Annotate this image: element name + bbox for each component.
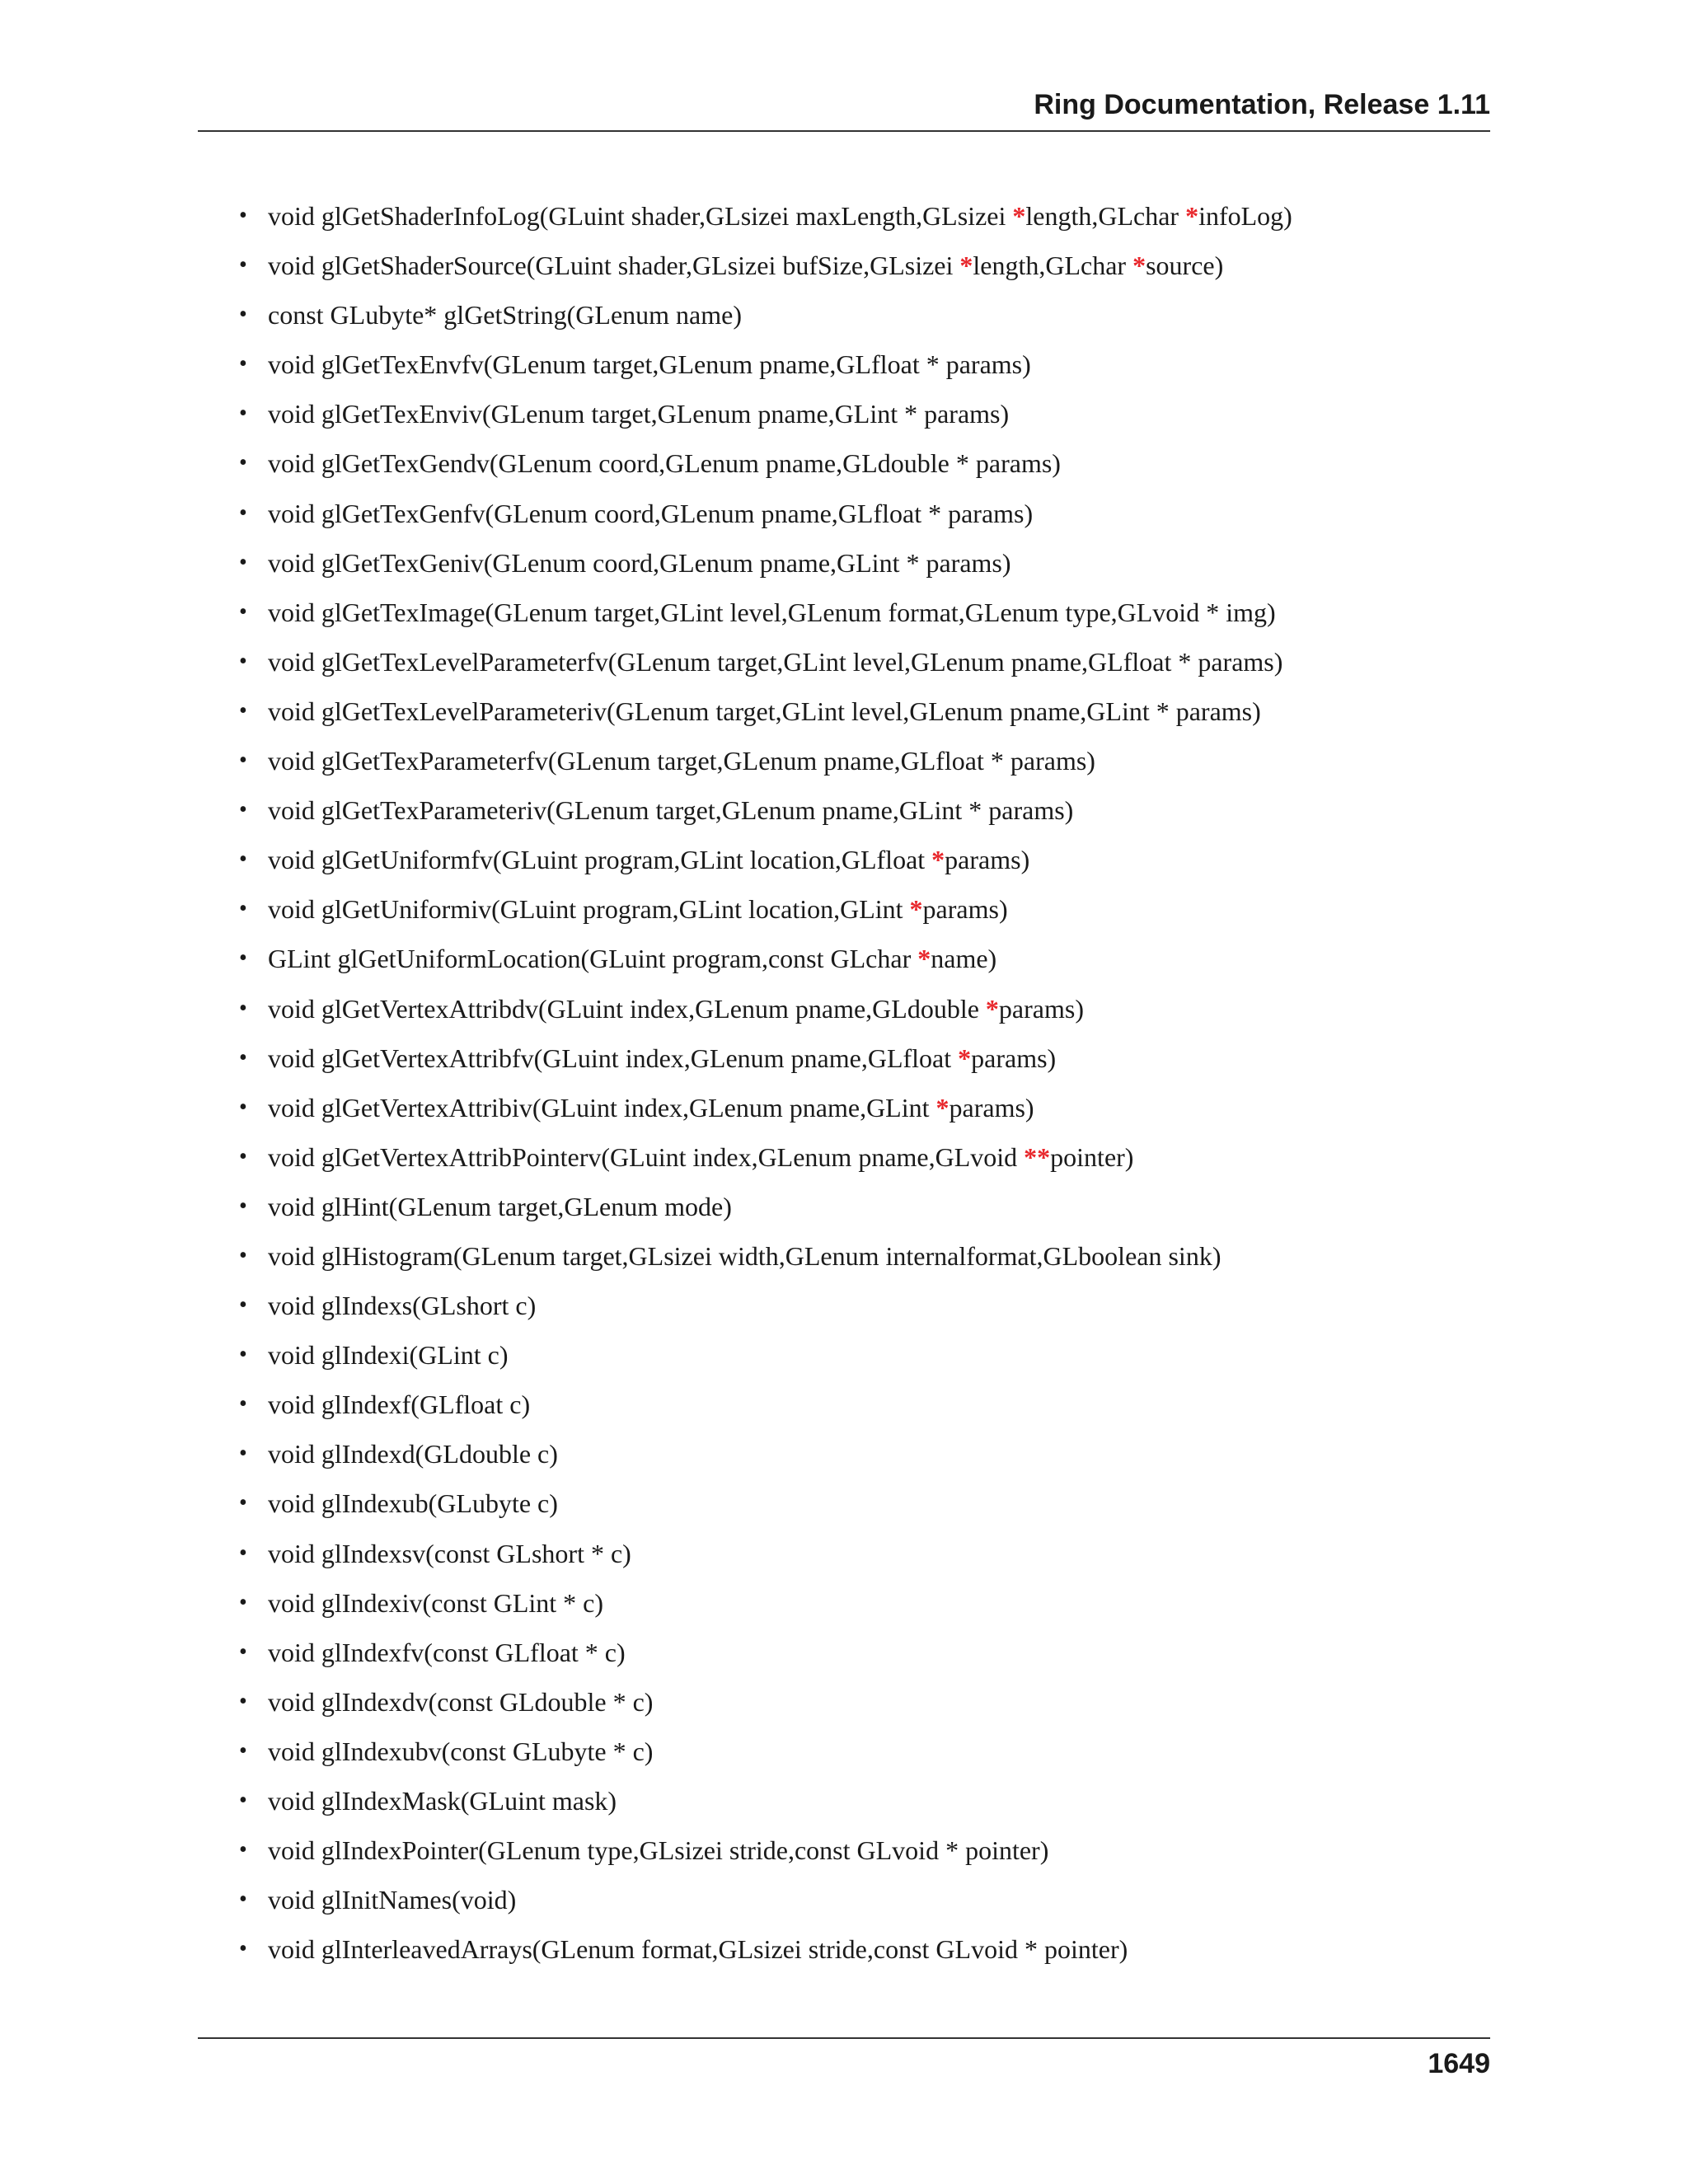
pointer-star: * — [935, 1092, 950, 1122]
list-item — [239, 1933, 1490, 1982]
function-signature — [268, 1786, 617, 1816]
page-footer — [198, 2037, 1490, 2088]
signature-text: void glGetVertexAttribfv(GLuint index,GLenum pname,GLfloat — [268, 1043, 959, 1073]
bullet-icon: • — [239, 1292, 247, 1319]
function-signature — [268, 994, 1084, 1024]
signature-text: length,GLchar — [973, 251, 1133, 281]
function-signature — [268, 1885, 516, 1915]
bullet-icon: • — [239, 549, 247, 575]
function-signature — [268, 548, 1011, 578]
list-item — [239, 744, 1490, 794]
signature-text: infoLog) — [1198, 201, 1292, 231]
signature-text: void glGetVertexAttribdv(GLuint index,GLenum pname,GLdouble — [268, 993, 986, 1024]
list-item — [239, 1190, 1490, 1240]
signature-text: void glGetTexGeniv(GLenum coord,GLenum pname,GLint * params) — [268, 547, 1011, 578]
list-item — [239, 794, 1490, 843]
function-signature — [268, 1638, 626, 1667]
signature-text: void glGetTexEnviv(GLenum target,GLenum pname,GLint * params) — [268, 399, 1010, 429]
bullet-icon: • — [239, 1837, 247, 1863]
bullet-icon: • — [239, 1788, 247, 1813]
page-header — [198, 89, 1490, 132]
function-signature — [268, 1043, 1056, 1073]
bullet-icon: • — [239, 499, 247, 526]
signature-text: void glInterleavedArrays(GLenum format,GLsizei stride,const GLvoid * pointer) — [268, 1934, 1128, 1965]
function-signature — [268, 845, 1029, 874]
function-signature — [268, 251, 1223, 280]
document-title: Ring Documentation, Release 1.11 — [1034, 89, 1490, 120]
list-item — [239, 893, 1490, 942]
signature-text: void glIndexdv(const GLdouble * c) — [268, 1686, 654, 1717]
signature-text: void glIndexPointer(GLenum type,GLsizei stride,const GLvoid * pointer) — [268, 1835, 1049, 1866]
bullet-icon: • — [239, 1441, 247, 1467]
bullet-icon: • — [239, 351, 247, 377]
bullet-icon: • — [239, 252, 247, 279]
pointer-star: * — [958, 1043, 972, 1073]
function-signature — [268, 1934, 1128, 1964]
list-item — [239, 1883, 1490, 1933]
signature-text: void glIndexMask(GLuint mask) — [268, 1786, 617, 1816]
list-item — [239, 1042, 1490, 1091]
list-item — [239, 1388, 1490, 1437]
signature-text: params) — [998, 993, 1084, 1024]
pointer-star: * — [959, 251, 973, 281]
list-item — [239, 348, 1490, 397]
pointer-star: * — [931, 845, 945, 875]
signature-text: void glGetTexEnvfv(GLenum target,GLenum pname,GLfloat * params) — [268, 349, 1031, 380]
signature-text: void glHint(GLenum target,GLenum mode) — [268, 1191, 732, 1221]
list-item — [239, 199, 1490, 249]
pointer-star: * — [1012, 201, 1026, 231]
list-item — [239, 1685, 1490, 1735]
signature-text: void glIndexub(GLubyte c) — [268, 1488, 558, 1519]
signature-text: void glGetVertexAttribPointerv(GLuint index,GLenum pname,GLvoid — [268, 1141, 1025, 1172]
list-item — [239, 1240, 1490, 1289]
list-item — [239, 843, 1490, 893]
signature-text: void glIndexubv(const GLubyte * c) — [268, 1736, 654, 1766]
bullet-icon: • — [239, 697, 247, 724]
list-item — [239, 397, 1490, 447]
list-item — [239, 546, 1490, 596]
function-signature — [268, 696, 1261, 726]
signature-text: void glIndexs(GLshort c) — [268, 1291, 537, 1321]
function-signature — [268, 1291, 536, 1320]
list-item — [239, 1784, 1490, 1834]
list-item — [239, 447, 1490, 496]
signature-text: void glIndexf(GLfloat c) — [268, 1390, 531, 1420]
bullet-icon: • — [239, 945, 247, 972]
bullet-icon: • — [239, 1638, 247, 1665]
bullet-icon: • — [239, 450, 247, 476]
bullet-icon: • — [239, 1490, 247, 1516]
bullet-icon: • — [239, 1094, 247, 1120]
signature-text: params) — [922, 894, 1008, 925]
bullet-icon: • — [239, 1540, 247, 1566]
signature-text: void glGetUniformfv(GLuint program,GLint location,GLfloat — [268, 845, 932, 875]
function-signature — [268, 1439, 558, 1469]
list-item — [239, 497, 1490, 546]
list-item — [239, 298, 1490, 348]
list-item — [239, 695, 1490, 744]
signature-text: void glGetVertexAttribiv(GLuint index,GLenum pname,GLint — [268, 1092, 936, 1122]
signature-text: params) — [971, 1043, 1057, 1073]
signature-text: void glIndexd(GLdouble c) — [268, 1439, 558, 1469]
signature-text: void glIndexsv(const GLshort * c) — [268, 1538, 631, 1568]
signature-text: void glGetTexGendv(GLenum coord,GLenum pname,GLdouble * params) — [268, 448, 1061, 479]
bullet-icon: • — [239, 995, 247, 1021]
signature-text: pointer) — [1050, 1141, 1134, 1172]
signature-text: void glGetUniformiv(GLuint program,GLint location,GLint — [268, 894, 910, 925]
function-signature — [268, 1687, 653, 1717]
function-signature — [268, 1588, 603, 1618]
signature-text: name) — [931, 944, 997, 974]
list-item — [239, 942, 1490, 991]
bullet-icon: • — [239, 797, 247, 823]
list-item — [239, 1636, 1490, 1685]
signature-text: params) — [949, 1092, 1034, 1122]
list-item — [239, 1834, 1490, 1883]
list-item — [239, 1487, 1490, 1536]
list-item — [239, 1437, 1490, 1487]
list-item — [239, 1091, 1490, 1141]
bullet-icon: • — [239, 598, 247, 625]
function-signature — [268, 1340, 508, 1370]
bullet-icon: • — [239, 648, 247, 674]
function-signature — [268, 1093, 1034, 1122]
function-signature — [268, 1539, 631, 1568]
function-signature — [268, 746, 1095, 776]
pointer-star: * — [1185, 201, 1199, 231]
signature-text: const GLubyte* glGetString(GLenum name) — [268, 300, 742, 330]
bullet-icon: • — [239, 1044, 247, 1071]
signature-text: void glGetTexGenfv(GLenum coord,GLenum pname,GLfloat * params) — [268, 498, 1034, 528]
function-signature — [268, 201, 1292, 231]
list-item — [239, 1586, 1490, 1636]
function-signature — [268, 349, 1031, 379]
function-signature — [268, 894, 1008, 924]
bullet-icon: • — [239, 302, 247, 328]
bullet-icon: • — [239, 1936, 247, 1962]
list-item — [239, 1141, 1490, 1190]
signature-text: void glInitNames(void) — [268, 1885, 517, 1915]
function-list — [239, 199, 1490, 1982]
bullet-icon: • — [239, 1342, 247, 1368]
signature-text: params) — [945, 845, 1030, 875]
signature-text: void glIndexi(GLint c) — [268, 1340, 509, 1371]
list-item — [239, 249, 1490, 298]
signature-text: void glHistogram(GLenum target,GLsizei width,GLenum internalformat,GLboolean sink) — [268, 1240, 1221, 1271]
function-signature — [268, 944, 996, 973]
page-number: 1649 — [1428, 2048, 1490, 2079]
bullet-icon: • — [239, 1193, 247, 1219]
signature-text: void glGetTexImage(GLenum target,GLint level,GLenum format,GLenum type,GLvoid * img) — [268, 597, 1276, 627]
bullet-icon: • — [239, 203, 247, 228]
signature-text: void glGetTexParameterfv(GLenum target,GLenum pname,GLfloat * params) — [268, 746, 1095, 776]
bullet-icon: • — [239, 1589, 247, 1615]
bullet-icon: • — [239, 846, 247, 873]
function-signature — [268, 1835, 1048, 1865]
bullet-icon: • — [239, 1688, 247, 1714]
signature-text: void glIndexiv(const GLint * c) — [268, 1587, 604, 1618]
signature-text: void glIndexfv(const GLfloat * c) — [268, 1637, 626, 1667]
list-item — [239, 1289, 1490, 1338]
bullet-icon: • — [239, 401, 247, 427]
bullet-icon: • — [239, 1143, 247, 1169]
function-signature — [268, 1488, 558, 1518]
list-item — [239, 596, 1490, 645]
bullet-icon: • — [239, 896, 247, 922]
page-content — [239, 199, 1490, 1982]
pointer-star: * — [985, 993, 999, 1024]
bullet-icon: • — [239, 1737, 247, 1764]
signature-text: GLint glGetUniformLocation(GLuint program,const GLchar — [268, 944, 918, 974]
bullet-icon: • — [239, 1242, 247, 1268]
function-signature — [268, 1241, 1221, 1271]
bullet-icon: • — [239, 1391, 247, 1418]
pointer-star: * — [909, 894, 923, 925]
function-signature — [268, 647, 1282, 677]
bullet-icon: • — [239, 1886, 247, 1913]
function-signature — [268, 598, 1276, 627]
bullet-icon: • — [239, 748, 247, 774]
pointer-star: * — [917, 944, 931, 974]
list-item — [239, 1735, 1490, 1784]
list-item — [239, 1537, 1490, 1586]
function-signature — [268, 795, 1073, 825]
signature-text: source) — [1146, 251, 1224, 281]
function-signature — [268, 300, 742, 330]
function-signature — [268, 1142, 1133, 1172]
function-signature — [268, 399, 1009, 429]
signature-text: void glGetTexLevelParameteriv(GLenum target,GLint level,GLenum pname,GLint * params) — [268, 696, 1261, 726]
signature-text: void glGetShaderSource(GLuint shader,GLsizei bufSize,GLsizei — [268, 251, 960, 281]
list-item — [239, 992, 1490, 1042]
function-signature — [268, 1192, 732, 1221]
signature-text: void glGetTexLevelParameterfv(GLenum target,GLint level,GLenum pname,GLfloat * params) — [268, 646, 1283, 677]
function-signature — [268, 499, 1033, 528]
function-signature — [268, 1390, 530, 1419]
function-signature — [268, 448, 1061, 478]
signature-text: void glGetShaderInfoLog(GLuint shader,GLsizei maxLength,GLsizei — [268, 201, 1013, 231]
function-signature — [268, 1736, 653, 1766]
pointer-star: ** — [1024, 1141, 1051, 1172]
pointer-star: * — [1132, 251, 1146, 281]
signature-text: void glGetTexParameteriv(GLenum target,GLenum pname,GLint * params) — [268, 795, 1074, 826]
list-item — [239, 645, 1490, 695]
list-item — [239, 1338, 1490, 1388]
signature-text: length,GLchar — [1025, 201, 1186, 231]
